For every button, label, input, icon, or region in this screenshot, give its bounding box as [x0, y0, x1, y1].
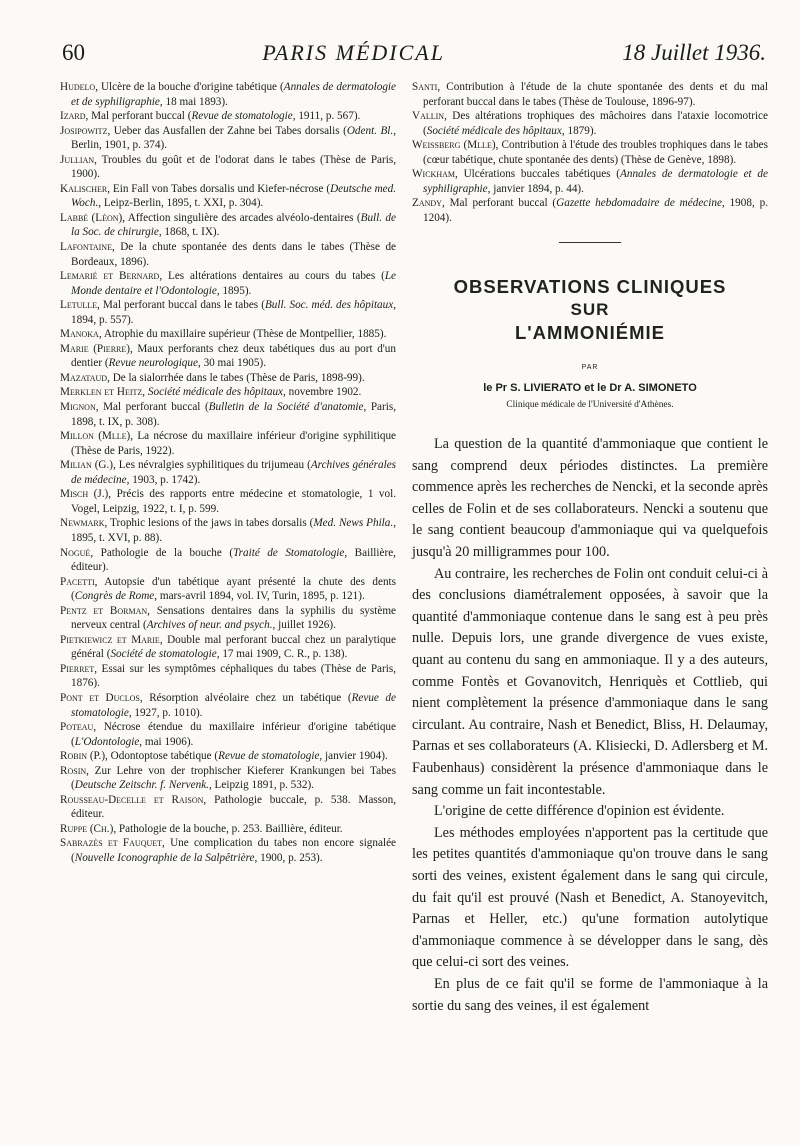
reference-text: , Essai sur les symptômes céphaliques du tabes (Thèse de Paris, 1876).	[71, 662, 396, 690]
reference-entry	[60, 633, 396, 662]
reference-source: Revue de stomatologie	[191, 110, 293, 123]
reference-entry	[60, 400, 396, 429]
article-title-line-3: L'AMMONIÉMIE	[514, 322, 665, 344]
reference-author: Ruppe (Ch.)	[60, 822, 114, 835]
reference-entry	[60, 516, 396, 545]
reference-text: , La nécrose du maxillaire inférieur d'origine syphilitique (Thèse de Paris, 1922).	[71, 430, 397, 457]
reference-author: Hudelo	[60, 81, 96, 93]
reference-text: , Des altérations trophiques des mâchoires dans l'ataxie locomotrice (	[423, 110, 768, 137]
reference-source: Nouvelle Iconographie de la Salpêtrière	[74, 851, 255, 864]
reference-entry	[60, 764, 396, 793]
reference-text: , Autopsie d'un tabétique ayant présenté la chute des dents (	[71, 575, 396, 603]
reference-author: Mignon	[60, 401, 96, 414]
section-separator	[559, 242, 621, 243]
reference-author: Rosin	[60, 764, 87, 777]
reference-entry	[60, 458, 396, 487]
reference-author: Rousseau-Decelle et Raison	[60, 793, 204, 806]
article-title-line-1: OBSERVATIONS CLINIQUES	[453, 276, 727, 298]
reference-author: Weissberg (Mlle)	[412, 139, 496, 152]
reference-source: Deutsche Zeitschr. f. Nervenk.	[74, 779, 209, 792]
reference-text: , Résorption alvéolaire chez un tabétique (	[139, 691, 352, 704]
reference-author: Pont et Duclos	[60, 691, 140, 704]
body-paragraph: Au contraire, les recherches de Folin ont conduit celui-ci à des conclusions diamétralement opposées, à savoir que la quantité d'ammoniaque contenue dans le sang est à peu près nulle. Depuis lors, une grande divergence de vues existe, quant au contenu du sang en ammoniaque. Il y a des auteurs, comme Fontès et Govanovitch, Henriquès et Cottlieb, qui nient complètement la présence d'ammoniaque dans le sang circulant. Au contraire, Nash et Benedict, Bliss, H. Delaumay, Parnas et ses collaborateurs (A. Klisiecki, D. Adlersberg et M. Faubenhaus) considèrent la présence d'ammoniaque dans le sang comme un fait incontestable.	[412, 565, 768, 798]
reference-details: , 1900, p. 253).	[254, 851, 323, 864]
reference-author: Letulle	[60, 299, 98, 312]
reference-details: , 1903, p. 1742).	[126, 473, 201, 486]
reference-text: , Sensations dentaires dans la syphilis du système nerveux central (	[71, 604, 396, 632]
reference-entry	[60, 298, 396, 327]
reference-details: , 18 mai 1893).	[159, 95, 228, 108]
reference-source: Bulletin de la Société d'anatomie	[208, 401, 364, 414]
reference-text: , Pathologie de la bouche, p. 253. Baillière, éditeur.	[113, 822, 343, 835]
reference-entry	[412, 109, 768, 138]
reference-source: Revue de stomatologie	[218, 750, 320, 763]
reference-text: , Mal perforant buccal (	[441, 197, 557, 210]
reference-entry	[412, 167, 768, 196]
reference-text: , Mal perforant buccal dans le tabes (	[97, 299, 265, 312]
author-affiliation: Clinique médicale de l'Université d'Athènes.	[506, 399, 674, 410]
reference-source: Traité de Stomatologie	[233, 546, 345, 559]
reference-entry	[60, 822, 396, 837]
reference-text: , Atrophie du maxillaire supérieur (Thèse de Montpellier, 1885).	[98, 328, 387, 341]
reference-author: Mazataud	[60, 371, 108, 384]
reference-details: , Paris, 1898, t. IX, p. 308).	[71, 401, 397, 428]
reference-details: , Leipzig 1891, p. 532).	[208, 779, 314, 792]
reference-entry	[60, 662, 396, 691]
reference-entry	[60, 153, 396, 182]
reference-author: Newmark	[60, 517, 105, 530]
reference-author: Millon (Mlle)	[60, 430, 131, 443]
reference-source: Revue de stomatologie	[71, 691, 396, 719]
reference-text: , Mal perforant buccal (	[85, 110, 192, 123]
reference-author: Pentz et Borman	[60, 604, 148, 617]
article-title	[412, 275, 768, 345]
reference-entry	[60, 327, 396, 342]
reference-text: , Précis des rapports entre médecine et stomatologie, 1 vol. Vogel, Leipzig, 1922, t. I, p. 599.	[71, 488, 397, 515]
reference-author: Poteau	[60, 721, 94, 734]
reference-author: Lemarié et Bernard	[60, 270, 160, 283]
body-paragraph: Les méthodes employées n'apportent pas la certitude que les petites quantités d'ammoniaque qu'on trouve dans le sang sorti des veines, existent également dans le sang qui circule, du fait qu'il est prouvé (Nash et Benedict, A. Stanoyevitch, Parnas et Heller, etc.) qu'une formation autolytique d'ammoniaque commence à se développer dans le sang, dès que celui-ci sort des veines.	[412, 824, 768, 971]
reference-entry	[412, 196, 768, 225]
article-body	[412, 434, 768, 1017]
body-paragraph: En plus de ce fait qu'il se forme de l'ammoniaque à la sortie du sang des veines, il est également	[412, 975, 768, 1014]
reference-entry	[60, 182, 396, 211]
issue-date: 18 Juillet 1936.	[622, 40, 766, 65]
reference-entry	[60, 604, 396, 633]
reference-author: Wickham	[412, 168, 456, 181]
reference-entry	[60, 240, 396, 269]
reference-author: Manoka	[60, 328, 99, 341]
reference-author: Labbé (Léon)	[60, 211, 123, 224]
reference-source: Revue neurologique	[108, 357, 198, 370]
bibliography-right-column	[412, 80, 768, 225]
reference-source: Le Monde dentaire et l'Odontologie	[71, 270, 396, 297]
reference-source: Société médicale des hôpitaux	[147, 386, 284, 399]
reference-entry	[60, 793, 396, 822]
reference-source: Gazette hebdomadaire de médecine	[556, 197, 722, 210]
reference-source: Bull. Soc. méd. des hôpitaux	[264, 299, 394, 312]
reference-source: Odent. Bl.	[346, 124, 394, 137]
reference-entry	[60, 749, 396, 764]
reference-details: , juillet 1926).	[272, 619, 336, 632]
reference-text: , Mal perforant buccal (	[95, 401, 209, 414]
reference-entry	[60, 691, 396, 720]
reference-details: , novembre 1902.	[283, 386, 362, 399]
page-number: 60	[62, 40, 85, 65]
reference-author: Pacetti	[60, 575, 95, 588]
article-title-line-2: SUR	[570, 300, 610, 320]
reference-text: , Les altérations dentaires au cours du tabes (	[159, 270, 385, 283]
by-label: PAR	[581, 364, 599, 372]
reference-author: Vallin	[412, 110, 445, 123]
reference-entry	[60, 211, 396, 240]
reference-author: Milian (G.)	[60, 459, 114, 472]
reference-source: Société de stomatologie	[110, 648, 217, 661]
reference-source: Société médicale des hôpitaux	[426, 124, 562, 137]
reference-source: Bull. de la Soc. de chirurgie	[71, 211, 396, 239]
reference-entry	[412, 80, 768, 109]
reference-details: , 1894, p. 557).	[71, 299, 397, 326]
reference-author: Sabrazès et Fauquet	[60, 837, 163, 850]
reference-source: Annales de dermatologie et de syphiligraphie	[71, 81, 397, 108]
reference-text: , Ein Fall von Tabes dorsalis und Kiefer-nécrose (	[107, 182, 331, 195]
reference-text: , Ulcérations buccales tabétiques (	[455, 168, 621, 181]
reference-entry	[60, 124, 396, 153]
reference-author: Josipowitz	[60, 124, 108, 137]
reference-details: , Baillière, éditeur).	[71, 546, 396, 574]
reference-entry	[60, 429, 396, 458]
reference-text: , Zur Lehre von der trophischer Kieferer Krankungen bei Tabes (	[71, 764, 396, 792]
reference-details: , 1895, t. XVI, p. 88).	[71, 517, 396, 544]
reference-text: , Contribution à l'étude de la chute spontanée des dents et du mal perforant buccal dans le tabes (Thèse de Toulouse, 1896-97).	[423, 81, 768, 108]
body-paragraph: La question de la quantité d'ammoniaque que contient le sang comprend deux périodes distinctes. La première commence après les recherches de Nencki, et la seconde après celles de Folin et de ses collaborateurs. Nencki a soutenu que le sang contient beaucoup d'ammoniaque qui va quelquefois jusqu'à 20 milligrammes pour 100.	[412, 436, 768, 561]
reference-details: , 30 mai 1905).	[197, 357, 267, 370]
reference-author: Santi	[412, 81, 438, 93]
reference-details: , 17 mai 1909, C. R., p. 138).	[216, 648, 348, 661]
reference-text: , Troubles du goût et de l'odorat dans le tabes (Thèse de Paris, 1900).	[71, 153, 396, 181]
reference-source: Med. News Phila.	[313, 517, 394, 530]
reference-author: Misch (J.)	[60, 488, 109, 501]
reference-source: L'Odontologie	[74, 735, 140, 748]
reference-text: , Pathologie buccale, p. 538. Masson, éditeur.	[71, 793, 396, 821]
reference-entry	[60, 836, 396, 865]
reference-author: Nogué	[60, 546, 91, 559]
reference-source: Annales de dermatologie et de syphiligraphie	[423, 168, 768, 195]
reference-entry	[60, 720, 396, 749]
journal-title: PARIS MÉDICAL	[262, 40, 445, 65]
reference-entry	[60, 109, 396, 124]
reference-text: , De la chute spontanée des dents dans le tabes (Thèse de Bordeaux, 1896).	[71, 241, 396, 268]
reference-entry	[60, 269, 396, 298]
reference-author: Izard	[60, 110, 86, 123]
reference-details: , 1908, p. 1204).	[423, 197, 769, 224]
reference-entry	[60, 575, 396, 604]
reference-entry	[60, 371, 396, 386]
reference-text: , Les névralgies syphilitiques du trijumeau (	[113, 459, 311, 472]
reference-details: , mars-avril 1894, vol. IV, Turin, 1895, p. 121).	[154, 590, 365, 603]
reference-details: , Berlin, 1901, p. 374).	[71, 124, 396, 152]
reference-text: , Odontoptose tabétique (	[105, 750, 219, 763]
reference-details: , 1879).	[561, 124, 597, 137]
reference-entry	[412, 138, 768, 167]
reference-text: , Ueber das Ausfallen der Zahne bei Tabes dorsalis (	[107, 124, 347, 137]
reference-author: Pierret	[60, 662, 95, 675]
reference-details: , mai 1906).	[139, 735, 194, 748]
reference-details: , Leipz-Berlin, 1895, t. XXI, p. 304).	[98, 197, 264, 210]
reference-text: ,	[142, 386, 148, 399]
reference-entry	[60, 342, 396, 371]
reference-author: Kalischer	[60, 182, 108, 195]
reference-author: Merklen et Heitz	[60, 386, 143, 399]
reference-text: , Contribution à l'étude des troubles trophiques dans le tabes (cœur tabétique, chute spontanée des dents) (Thèse de Genève, 1898).	[423, 139, 768, 166]
reference-source: Congrès de Rome	[74, 590, 155, 603]
reference-text: , Maux perforants chez deux tabétiques dus au port d'un dentier (	[71, 342, 396, 370]
article-authors: le Pr S. LIVIERATO et le Dr A. SIMONETO	[483, 382, 697, 395]
reference-text: , Ulcère de la bouche d'origine tabétique (	[95, 81, 284, 93]
reference-source: Deutsche med. Woch.	[71, 182, 397, 210]
right-column	[412, 80, 768, 1017]
reference-author: Zandy	[412, 197, 442, 210]
bibliography-left-column	[60, 80, 396, 866]
reference-source: Archives générales de médecine	[71, 459, 397, 486]
running-head	[62, 40, 766, 76]
body-paragraph: L'origine de cette différence d'opinion est évidente.	[434, 803, 725, 820]
reference-text: , Trophic lesions of the jaws in tabes dorsalis (	[104, 517, 314, 530]
reference-details: , 1895).	[216, 284, 252, 297]
reference-details: , 1911, p. 567).	[292, 110, 361, 123]
reference-source: Archives of neur. and psych.	[146, 619, 273, 632]
reference-entry	[60, 80, 396, 109]
reference-details: , 1927, p. 1010).	[128, 706, 203, 719]
reference-text: , Double mal perforant buccal chez un paralytique général (	[71, 633, 396, 661]
reference-text: , Nécrose étendue du maxillaire inférieur d'origine tabétique (	[71, 721, 396, 748]
reference-text: , Une complication du tabes non encore signalée (	[71, 837, 396, 864]
reference-details: , 1868, t. IX).	[158, 226, 220, 239]
reference-author: Pietkiewicz et Marie	[60, 633, 160, 646]
reference-author: Marie (Pierre)	[60, 342, 130, 355]
reference-text: , Pathologie de la bouche (	[90, 546, 234, 559]
reference-details: , janvier 1894, p. 44).	[487, 182, 584, 195]
reference-entry	[60, 546, 396, 575]
reference-author: Robin (P.)	[60, 750, 106, 763]
reference-author: Jullian	[60, 153, 95, 166]
reference-text: , Affection singulière des arcades alvéolo-dentaires (	[122, 211, 361, 224]
reference-details: , janvier 1904).	[319, 750, 388, 763]
reference-text: , De la sialorrhée dans le tabes (Thèse de Paris, 1898-99).	[107, 371, 365, 384]
reference-entry	[60, 487, 396, 516]
reference-author: Lafontaine	[60, 241, 112, 254]
reference-entry	[60, 385, 396, 400]
